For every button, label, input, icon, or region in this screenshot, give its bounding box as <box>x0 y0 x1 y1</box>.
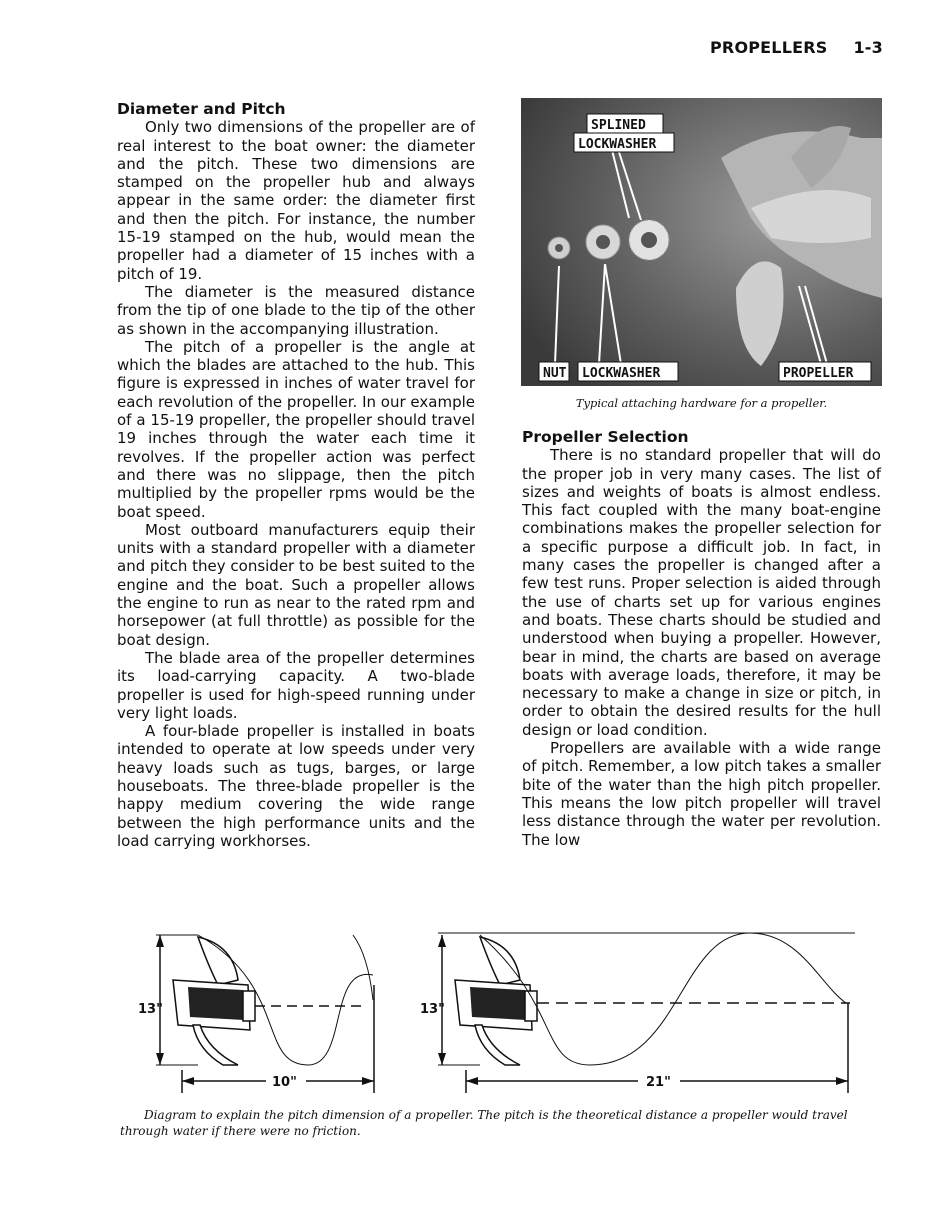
paragraph: The blade area of the propeller determines its load-carrying capacity. A two-blade propeller is used for high-speed running under very light loads. <box>117 648 475 722</box>
label-splined: SPLINED <box>591 118 646 133</box>
section-heading-diameter-pitch: Diameter and Pitch <box>117 100 286 118</box>
right-column <box>522 428 881 849</box>
paragraph: The diameter is the measured distance from the tip of one blade to the tip of the other as shown in the accompanying illustration. <box>117 282 475 338</box>
paragraph: The pitch of a propeller is the angle at which the blades are attached to the hub. This figure is expressed in inches of water travel for each revolution of the propeller. In our example of a 15-19 propeller, the propeller should travel 19 inches through the water each time it revolves. If the propeller action was perfect and there was no slippage, then the pitch multiplied by the propeller rpms would be the boat speed. <box>117 337 475 521</box>
label-nut: NUT <box>543 366 567 381</box>
diagram-caption-line1: Diagram to explain the pitch dimension of a propeller. The pitch is the theoretical distance a propeller would travel <box>144 1108 848 1122</box>
pitch-diagram-10-graphic <box>138 925 398 1095</box>
section-title: PROPELLERS <box>710 38 828 57</box>
page-number: 1-3 <box>853 38 883 57</box>
diameter-label: 13" <box>138 1002 163 1017</box>
photo-illustration <box>521 98 882 386</box>
pitch-diagram-21-graphic <box>420 925 860 1095</box>
label-splined-lockwasher: LOCKWASHER <box>578 137 657 152</box>
label-propeller: PROPELLER <box>783 366 854 381</box>
diagram-caption <box>120 1107 895 1139</box>
pitch-label: 10" <box>272 1075 297 1090</box>
section-heading-propeller-selection: Propeller Selection <box>522 428 689 446</box>
propeller-hardware-photo <box>521 98 882 386</box>
running-header <box>710 38 883 57</box>
paragraph: A four-blade propeller is installed in boats intended to operate at low speeds under very heavy loads such as tugs, barges, or large houseboats. The three-blade propeller is the happy medium covering the wide range between the high performance units and the load carrying workhorses. <box>117 722 475 850</box>
diagram-caption-line2: through water if there were no friction. <box>120 1124 361 1138</box>
pitch-label: 21" <box>646 1075 671 1090</box>
paragraph: Propellers are available with a wide range of pitch. Remember, a low pitch takes a smaller bite of the water than the high pitch propeller. This means the low pitch propeller will travel less distance through the water per revolution. The low <box>522 739 881 849</box>
paragraph: Only two dimensions of the propeller are of real interest to the boat owner: the diameter and the pitch. These two dimensions are stamped on the propeller hub and always appear in the same order: the diameter first and then the pitch. For instance, the number 15-19 stamped on the hub, would mean the propeller had a diameter of 15 inches with a pitch of 19. <box>117 118 475 283</box>
paragraph: There is no standard propeller that will do the proper job in very many cases. The list of sizes and weights of boats is almost endless. This fact coupled with the many boat-engine combinations makes the propeller selection for a specific purpose a difficult job. In fact, in many cases the propeller is changed after a few test runs. Proper selection is aided through the use of charts set up for various engines and boats. These charts should be studied and understood when buying a propeller. However, bear in mind, the charts are based on average boats with average loads, therefore, it may be necessary to make a change in size or pitch, in order to obtain the desired results for the hull design or load condition. <box>522 446 881 739</box>
paragraph: Most outboard manufacturers equip their units with a standard propeller with a diameter and pitch they consider to be best suited to the engine and the boat. Such a propeller allows the engine to run as near to the rated rpm and horsepower (at full throttle) as possible for the boat design. <box>117 520 475 649</box>
pitch-diagram-10 <box>138 925 398 1099</box>
label-lockwasher: LOCKWASHER <box>582 366 661 381</box>
pitch-diagram-21 <box>420 925 860 1099</box>
photo-caption: Typical attaching hardware for a propeller. <box>575 396 828 410</box>
diameter-label: 13" <box>420 1002 445 1017</box>
left-column <box>117 100 475 850</box>
